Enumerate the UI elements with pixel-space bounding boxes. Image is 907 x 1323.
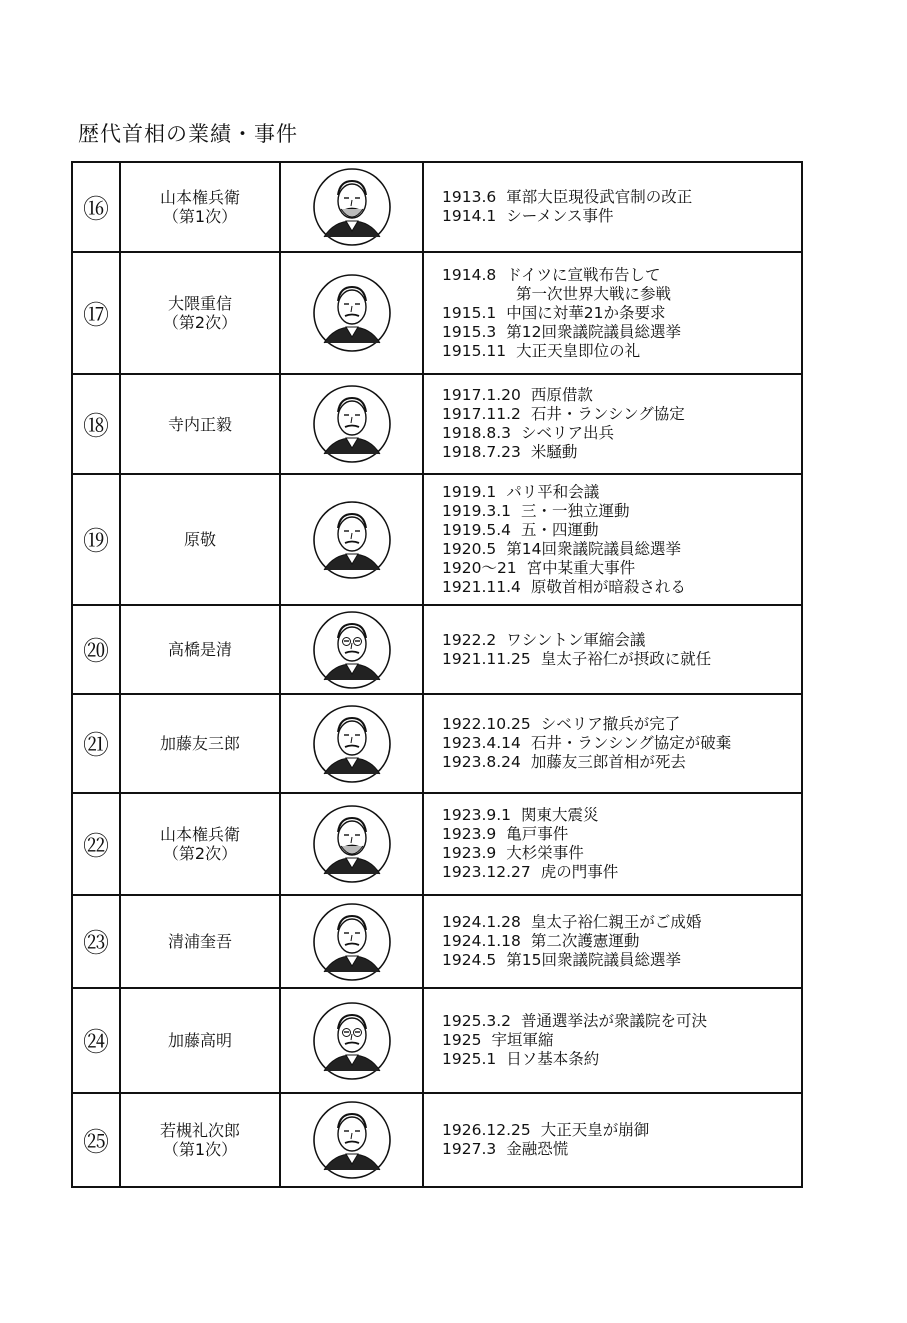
events-cell (423, 895, 802, 988)
prime-minister-name: 加藤高明 (167, 1031, 232, 1050)
event-text: 石井・ランシング協定 (530, 405, 685, 423)
event-item (442, 323, 801, 342)
cabinet-term: （第2次） (162, 844, 238, 863)
cabinet-number: ㉔ (72, 988, 120, 1093)
cabinet-number: ㉑ (72, 694, 120, 793)
cabinet-number: ⑲ (72, 474, 120, 605)
portrait-cell (280, 252, 423, 374)
event-text: 第12回衆議院議員総選挙 (506, 322, 681, 341)
event-item (442, 540, 801, 559)
prime-minister-portrait-icon (281, 702, 422, 786)
event-date: 1920〜21 (442, 558, 517, 577)
event-text: 普通選挙法が衆議院を可決 (521, 1012, 708, 1030)
event-text: 石井・ランシング協定が破棄 (530, 734, 732, 752)
prime-minister-name-cell (120, 694, 280, 793)
event-date: 1925 (442, 1031, 482, 1049)
table-row (72, 474, 802, 605)
prime-minister-name-cell (120, 162, 280, 252)
event-text: 加藤友三郎首相が死去 (530, 753, 686, 771)
portrait-cell (280, 605, 423, 694)
event-item (442, 913, 801, 932)
event-text: 虎の門事件 (540, 863, 619, 881)
event-item (442, 1121, 801, 1140)
prime-minister-portrait-icon (281, 802, 422, 886)
event-text: 米騒動 (530, 443, 578, 461)
event-item (442, 753, 801, 772)
prime-minister-portrait-icon (281, 608, 422, 692)
cabinet-number: ㉒ (72, 793, 120, 895)
event-item (442, 806, 801, 825)
event-date: 1923.9 (442, 844, 497, 862)
prime-minister-name-cell (120, 895, 280, 988)
cabinet-term: （第1次） (162, 207, 238, 226)
event-date: 1915.11 (442, 341, 507, 360)
table-row (72, 252, 802, 374)
event-date: 1923.4.14 (442, 734, 521, 752)
event-item (442, 825, 801, 844)
page-title: 歴代首相の業績・事件 (78, 122, 298, 146)
events-cell (423, 694, 802, 793)
table-row (72, 895, 802, 988)
event-item (442, 266, 801, 285)
prime-minister-name: 原敬 (183, 530, 216, 549)
event-date: 1923.8.24 (442, 753, 521, 771)
event-date: 1924.5 (442, 951, 497, 969)
event-item (442, 1031, 801, 1050)
event-date: 1921.11.4 (442, 577, 521, 596)
event-item (442, 405, 801, 424)
event-item (442, 631, 801, 650)
event-item (442, 188, 801, 207)
event-date: 1927.3 (442, 1140, 497, 1158)
prime-minister-name: 清浦奎吾 (167, 932, 232, 951)
event-date: 1913.6 (442, 188, 497, 206)
event-date: 1923.12.27 (442, 863, 531, 881)
event-item (442, 207, 801, 226)
prime-minister-name-cell (120, 1093, 280, 1187)
event-date: 1919.1 (442, 482, 497, 501)
table-row (72, 1093, 802, 1187)
event-text: 大正天皇が崩御 (540, 1121, 650, 1139)
event-item (442, 650, 801, 669)
event-date: 1923.9.1 (442, 806, 512, 824)
event-date: 1922.2 (442, 630, 497, 649)
prime-minister-portrait-icon (281, 498, 422, 582)
event-date: 1914.8 (442, 265, 497, 284)
event-text: シベリア撤兵が完了 (540, 715, 681, 733)
event-text: 第15回衆議院議員総選挙 (506, 951, 681, 969)
event-item (442, 304, 801, 323)
event-date: 1920.5 (442, 539, 497, 558)
event-text: 日ソ基本条約 (506, 1050, 600, 1068)
table-row (72, 374, 802, 474)
events-cell (423, 1093, 802, 1187)
prime-minister-name: 寺内正毅 (167, 414, 232, 434)
table-row (72, 162, 802, 252)
prime-minister-name: 若槻礼次郎 (159, 1121, 240, 1140)
prime-minister-portrait-icon (281, 1098, 422, 1182)
event-item (442, 1012, 801, 1031)
event-date: 1918.8.3 (442, 424, 512, 442)
event-item (442, 734, 801, 753)
prime-minister-name: 山本権兵衛 (159, 188, 240, 207)
event-item (442, 715, 801, 734)
event-item (442, 424, 801, 443)
event-text: 西原借款 (530, 386, 593, 404)
event-item (442, 443, 801, 462)
cabinet-number: ⑱ (72, 374, 120, 474)
portrait-cell (280, 694, 423, 793)
events-cell (423, 474, 802, 605)
table-row (72, 694, 802, 793)
event-date: 1918.7.23 (442, 443, 521, 461)
prime-minister-portrait-icon (281, 382, 422, 466)
event-item (442, 342, 801, 361)
event-text: 宇垣軍縮 (491, 1031, 554, 1049)
portrait-cell (280, 988, 423, 1093)
event-item (442, 502, 801, 521)
event-text: ワシントン軍縮会議 (506, 630, 646, 649)
event-date: 1925.3.2 (442, 1012, 512, 1030)
event-item (442, 844, 801, 863)
event-text: 関東大震災 (521, 806, 599, 824)
table-row (72, 605, 802, 694)
prime-minister-name-cell (120, 252, 280, 374)
event-text: 宮中某重大事件 (526, 558, 636, 577)
prime-minister-name-cell (120, 605, 280, 694)
table-row (72, 988, 802, 1093)
event-item (442, 863, 801, 882)
event-item (442, 386, 801, 405)
event-text: 亀戸事件 (506, 825, 569, 843)
events-cell (423, 374, 802, 474)
event-item (442, 521, 801, 540)
cabinet-number: ⑰ (72, 252, 120, 374)
event-text: 原敬首相が暗殺される (530, 577, 686, 596)
prime-minister-name-cell (120, 988, 280, 1093)
event-date: 1925.1 (442, 1050, 497, 1068)
event-date: 1915.3 (442, 322, 497, 341)
prime-minister-table (71, 161, 803, 1188)
event-text: 三・一独立運動 (521, 501, 630, 520)
events-cell (423, 605, 802, 694)
prime-minister-name-cell (120, 793, 280, 895)
events-cell (423, 988, 802, 1093)
event-item (442, 1140, 801, 1159)
event-date: 1917.11.2 (442, 405, 521, 423)
event-item (442, 559, 801, 578)
event-text: 第二次護憲運動 (530, 932, 640, 950)
event-text: 第14回衆議院議員総選挙 (506, 539, 681, 558)
event-date: 1924.1.18 (442, 932, 521, 950)
portrait-cell (280, 162, 423, 252)
prime-minister-portrait-icon (281, 271, 422, 355)
event-item (442, 285, 801, 304)
event-text: 第一次世界大戦に参戦 (516, 284, 672, 303)
event-item (442, 578, 801, 597)
events-cell (423, 252, 802, 374)
event-item (442, 951, 801, 970)
event-date: 1921.11.25 (442, 649, 531, 668)
cabinet-number: ⑳ (72, 605, 120, 694)
event-text: 軍部大臣現役武官制の改正 (506, 188, 693, 206)
portrait-cell (280, 793, 423, 895)
cabinet-term: （第2次） (162, 313, 238, 332)
event-date: 1924.1.28 (442, 913, 521, 931)
event-text: パリ平和会議 (506, 482, 600, 501)
prime-minister-name-cell (120, 474, 280, 605)
event-text: 大杉栄事件 (506, 844, 584, 862)
event-date: 1919.5.4 (442, 520, 512, 539)
event-item (442, 932, 801, 951)
event-text: 中国に対華21か条要求 (506, 303, 666, 322)
prime-minister-name: 山本権兵衛 (159, 825, 240, 844)
event-text: 金融恐慌 (506, 1140, 569, 1158)
table-row (72, 793, 802, 895)
event-item (442, 483, 801, 502)
cabinet-term: （第1次） (162, 1140, 238, 1159)
prime-minister-portrait-icon (281, 165, 422, 249)
prime-minister-name: 大隈重信 (167, 294, 232, 313)
event-text: ドイツに宣戦布告して (506, 265, 661, 284)
event-date: 1922.10.25 (442, 715, 531, 733)
events-cell (423, 793, 802, 895)
portrait-cell (280, 895, 423, 988)
portrait-cell (280, 374, 423, 474)
event-date: 1923.9 (442, 825, 497, 843)
cabinet-number: ⑯ (72, 162, 120, 252)
cabinet-number: ㉕ (72, 1093, 120, 1187)
event-text: 五・四運動 (521, 520, 599, 539)
event-text: 大正天皇即位の礼 (516, 341, 641, 360)
prime-minister-name: 加藤友三郎 (159, 734, 240, 753)
event-text: シベリア出兵 (521, 424, 615, 442)
event-item (442, 1050, 801, 1069)
prime-minister-name: 高橋是清 (167, 640, 232, 659)
event-date: 1919.3.1 (442, 501, 512, 520)
event-date: 1926.12.25 (442, 1121, 531, 1139)
prime-minister-portrait-icon (281, 900, 422, 984)
cabinet-number: ㉓ (72, 895, 120, 988)
event-date: 1915.1 (442, 303, 497, 322)
prime-minister-name-cell (120, 374, 280, 474)
prime-minister-portrait-icon (281, 999, 422, 1083)
portrait-cell (280, 1093, 423, 1187)
event-date: 1917.1.20 (442, 386, 521, 404)
event-text: シーメンス事件 (506, 207, 614, 225)
portrait-cell (280, 474, 423, 605)
event-date: 1914.1 (442, 207, 497, 225)
event-text: 皇太子裕仁が摂政に就任 (540, 649, 712, 668)
events-cell (423, 162, 802, 252)
event-text: 皇太子裕仁親王がご成婚 (530, 913, 702, 931)
